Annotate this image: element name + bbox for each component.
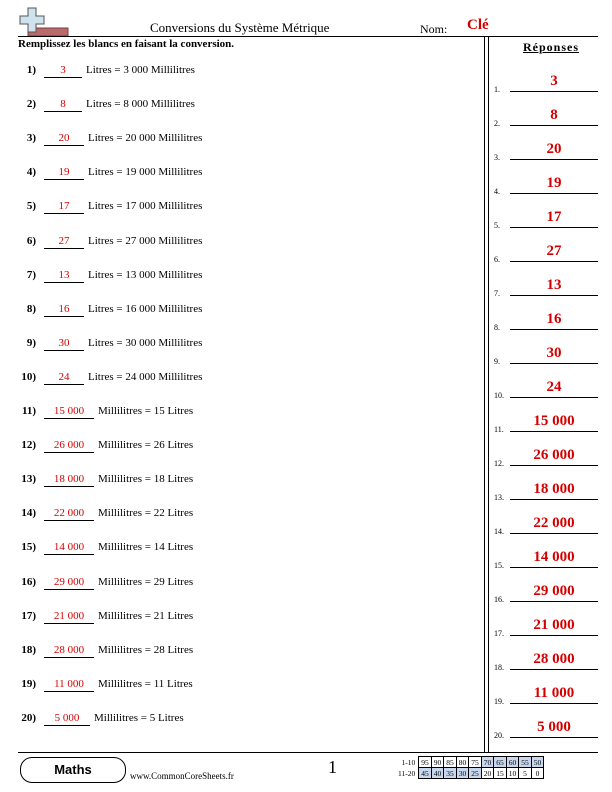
answer-blank[interactable]: 29 000 — [44, 576, 94, 590]
answer-number: 7. — [494, 289, 500, 298]
question-row — [0, 269, 480, 289]
question-number: 9) — [26, 336, 36, 349]
answer-row — [494, 546, 598, 570]
question-row — [0, 405, 480, 425]
question-number: 20) — [21, 711, 36, 724]
answer-number: 2. — [494, 119, 500, 128]
answer-value: 30 — [546, 345, 562, 361]
footer-divider — [18, 752, 598, 753]
answer-number: 11. — [494, 425, 504, 434]
name-value: Clé — [467, 17, 489, 33]
name-label: Nom: — [420, 22, 448, 36]
score-cell: 30 — [456, 768, 469, 779]
question-number: 14) — [21, 507, 36, 520]
question-row — [0, 576, 480, 596]
answer-number: 3. — [494, 153, 500, 162]
answer-row — [494, 104, 598, 128]
question-row — [0, 166, 480, 186]
answer-row — [494, 172, 598, 196]
answer-blank[interactable]: 15 000 — [44, 405, 94, 419]
answer-number: 20. — [494, 731, 504, 740]
score-row — [396, 768, 544, 779]
score-cell: 0 — [531, 768, 544, 779]
answer-value: 21 000 — [533, 617, 575, 633]
score-table — [396, 756, 544, 779]
question-number: 16) — [21, 575, 36, 588]
answer-value: 29 000 — [533, 583, 575, 599]
answer-row — [494, 274, 598, 298]
answer-number: 1. — [494, 85, 500, 94]
column-divider-2 — [488, 36, 489, 752]
answer-value: 8 — [550, 107, 558, 123]
answer-value: 28 000 — [533, 651, 575, 667]
answer-row — [494, 138, 598, 162]
question-number: 12) — [21, 439, 36, 452]
question-text: Millilitres = 11 Litres — [98, 677, 193, 690]
answer-blank[interactable]: 27 — [44, 235, 84, 249]
question-number: 10) — [21, 370, 36, 383]
question-number: 17) — [21, 609, 36, 622]
answer-value: 26 000 — [533, 447, 575, 463]
question-text: Millilitres = 15 Litres — [98, 405, 194, 417]
question-text: Millilitres = 18 Litres — [98, 473, 194, 486]
question-text: Millilitres = 5 Litres — [94, 711, 184, 724]
answer-line — [510, 295, 598, 296]
answer-value: 20 — [546, 141, 562, 157]
answer-blank[interactable]: 16 — [44, 303, 84, 317]
answer-number: 19. — [494, 697, 504, 706]
question-row — [0, 371, 480, 391]
answer-value: 19 — [546, 175, 562, 191]
answer-number: 13. — [494, 493, 504, 502]
answer-number: 17. — [494, 629, 504, 638]
answer-number: 12. — [494, 459, 504, 468]
answer-blank[interactable]: 5 000 — [44, 712, 90, 726]
question-number: 18) — [21, 643, 36, 656]
answer-value: 17 — [546, 209, 562, 225]
question-number: 15) — [21, 541, 36, 554]
answer-line — [510, 193, 598, 194]
answer-row — [494, 240, 598, 264]
question-row — [0, 200, 480, 220]
answer-number: 5. — [494, 221, 500, 230]
question-row — [0, 132, 480, 152]
question-row — [0, 337, 480, 357]
question-number: 4) — [26, 166, 36, 179]
site-url: www.CommonCoreSheets.fr — [130, 771, 234, 781]
question-number: 5) — [26, 200, 36, 213]
answer-blank[interactable]: 11 000 — [44, 678, 94, 692]
question-row — [0, 473, 480, 493]
question-number: 11) — [21, 405, 36, 417]
question-text: Litres = 3 000 Millilitres — [86, 64, 195, 76]
column-divider-1 — [484, 36, 485, 752]
answer-number: 15. — [494, 561, 504, 570]
answer-row — [494, 444, 598, 468]
answer-line — [510, 635, 598, 636]
subject-badge: Maths — [20, 757, 126, 783]
score-cell: 65 — [494, 757, 507, 768]
answer-row — [494, 308, 598, 332]
score-cell: 80 — [456, 757, 469, 768]
answer-line — [510, 669, 598, 670]
page-title: Conversions du Système Métrique — [150, 20, 330, 35]
score-row-label: 1-10 — [401, 757, 416, 767]
answer-value: 5 000 — [537, 719, 571, 735]
question-text: Millilitres = 28 Litres — [98, 643, 194, 656]
score-cell: 20 — [481, 768, 494, 779]
answer-line — [510, 465, 598, 466]
answer-row — [494, 716, 598, 740]
question-row — [0, 644, 480, 664]
answer-row — [494, 376, 598, 400]
answer-row — [494, 206, 598, 230]
score-cell: 60 — [506, 757, 519, 768]
answer-number: 4. — [494, 187, 500, 196]
answer-blank[interactable]: 26 000 — [44, 439, 94, 453]
score-cell: 85 — [444, 757, 457, 768]
question-row — [0, 712, 480, 732]
answer-row — [494, 410, 598, 434]
score-cell: 10 — [506, 768, 519, 779]
answers-title: Réponses — [522, 40, 579, 54]
question-text: Litres = 30 000 Millilitres — [88, 336, 203, 349]
answer-line — [510, 159, 598, 160]
question-row — [0, 541, 480, 561]
answer-blank[interactable]: 19 — [44, 166, 84, 180]
answer-number: 9. — [494, 357, 500, 366]
answer-value: 13 — [546, 277, 562, 293]
question-row — [0, 610, 480, 630]
plus-logo-icon — [18, 6, 70, 38]
score-cell: 45 — [419, 768, 432, 779]
score-cell: 25 — [469, 768, 482, 779]
question-number: 1) — [26, 64, 36, 76]
question-text: Litres = 20 000 Millilitres — [88, 132, 203, 145]
score-cell: 15 — [494, 768, 507, 779]
score-cell: 40 — [431, 768, 444, 779]
answer-line — [510, 397, 598, 398]
question-text: Litres = 19 000 Millilitres — [88, 166, 203, 179]
answer-blank[interactable]: 8 — [44, 98, 82, 112]
answer-blank[interactable]: 22 000 — [44, 507, 94, 521]
score-row — [396, 757, 544, 768]
score-cell: 35 — [444, 768, 457, 779]
question-text: Millilitres = 21 Litres — [98, 609, 194, 622]
question-text: Millilitres = 14 Litres — [98, 541, 194, 554]
question-text: Millilitres = 29 Litres — [98, 575, 194, 588]
answer-number: 14. — [494, 527, 504, 536]
answer-row — [494, 580, 598, 604]
answer-line — [510, 601, 598, 602]
answer-row — [494, 682, 598, 706]
question-row — [0, 303, 480, 323]
answer-number: 10. — [494, 391, 504, 400]
score-cell: 95 — [419, 757, 432, 768]
answer-line — [510, 533, 598, 534]
score-cell: 70 — [481, 757, 494, 768]
question-text: Millilitres = 22 Litres — [98, 507, 194, 520]
score-cell: 55 — [519, 757, 532, 768]
question-number: 2) — [26, 98, 36, 111]
score-cell: 50 — [531, 757, 544, 768]
question-row — [0, 507, 480, 527]
answer-value: 3 — [550, 73, 558, 89]
question-row — [0, 439, 480, 459]
answer-blank[interactable]: 28 000 — [44, 644, 94, 658]
question-text: Litres = 17 000 Millilitres — [88, 200, 203, 213]
answer-blank[interactable]: 21 000 — [44, 610, 94, 624]
question-text: Litres = 16 000 Millilitres — [88, 302, 203, 315]
header-divider — [18, 36, 598, 37]
answer-line — [510, 363, 598, 364]
answer-line — [510, 125, 598, 126]
question-row — [0, 64, 480, 84]
answer-row — [494, 614, 598, 638]
question-row — [0, 98, 480, 118]
question-text: Litres = 8 000 Millilitres — [86, 98, 195, 111]
answer-line — [510, 329, 598, 330]
question-number: 3) — [26, 132, 36, 145]
question-number: 7) — [26, 268, 36, 281]
answer-value: 14 000 — [533, 549, 575, 565]
answer-value: 22 000 — [533, 515, 575, 531]
answer-line — [510, 703, 598, 704]
answer-line — [510, 227, 598, 228]
answer-row — [494, 512, 598, 536]
question-text: Millilitres = 26 Litres — [98, 439, 194, 452]
score-cell: 75 — [469, 757, 482, 768]
answer-number: 6. — [494, 255, 500, 264]
answer-blank[interactable]: 24 — [44, 371, 84, 385]
answer-blank[interactable]: 14 000 — [44, 541, 94, 555]
answer-line — [510, 431, 598, 432]
answer-value: 18 000 — [533, 481, 575, 497]
answer-blank[interactable]: 13 — [44, 269, 84, 283]
question-number: 13) — [21, 473, 36, 486]
answer-blank[interactable]: 3 — [44, 64, 82, 78]
answer-value: 27 — [546, 243, 562, 259]
score-cell: 90 — [431, 757, 444, 768]
answer-line — [510, 499, 598, 500]
answer-value: 15 000 — [533, 413, 575, 429]
answer-value: 24 — [546, 379, 562, 395]
answer-number: 18. — [494, 663, 504, 672]
answer-blank[interactable]: 30 — [44, 337, 84, 351]
question-text: Litres = 27 000 Millilitres — [88, 234, 203, 247]
page-number: 1 — [328, 757, 337, 777]
answer-number: 16. — [494, 595, 504, 604]
score-cell: 5 — [519, 768, 532, 779]
answer-line — [510, 737, 598, 738]
question-text: Litres = 13 000 Millilitres — [88, 268, 203, 281]
question-number: 6) — [26, 234, 36, 247]
answer-line — [510, 91, 598, 92]
answer-row — [494, 342, 598, 366]
answer-row — [494, 70, 598, 94]
question-row — [0, 678, 480, 698]
question-number: 19) — [21, 677, 36, 690]
score-row-label: 11-20 — [398, 768, 416, 778]
answer-value: 11 000 — [533, 685, 575, 701]
answer-value: 16 — [546, 311, 562, 327]
answer-number: 8. — [494, 323, 500, 332]
answer-line — [510, 567, 598, 568]
answer-row — [494, 648, 598, 672]
instructions: Remplissez les blancs en faisant la conversion. — [18, 38, 235, 50]
answer-blank[interactable]: 17 — [44, 200, 84, 214]
question-row — [0, 235, 480, 255]
answer-blank[interactable]: 18 000 — [44, 473, 94, 487]
question-number: 8) — [26, 302, 36, 315]
answer-blank[interactable]: 20 — [44, 132, 84, 146]
answer-row — [494, 478, 598, 502]
question-text: Litres = 24 000 Millilitres — [88, 370, 203, 383]
answer-line — [510, 261, 598, 262]
